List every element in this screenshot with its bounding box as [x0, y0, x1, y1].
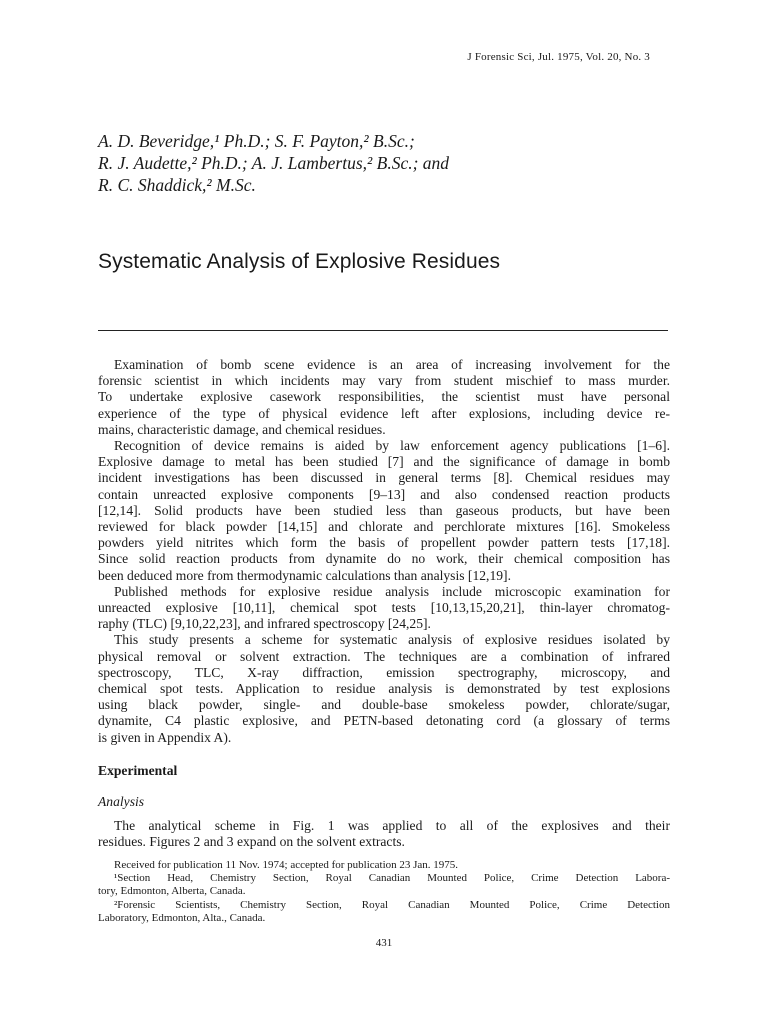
text-line: reviewed for black powder [14,15] and chlorate and perchlorate mixtures [16]. Smokeless: [98, 519, 670, 535]
author-line: A. D. Beveridge,¹ Ph.D.; S. F. Payton,² B.Sc.;: [98, 131, 415, 151]
introduction-text: [98, 357, 670, 746]
text-line: experience of the type of physical evidence left after explosions, including device re-: [98, 405, 670, 421]
footnote-line: ²Forensic Scientists, Chemistry Section, Royal Canadian Mounted Police, Crime Detection: [114, 898, 670, 911]
analysis-paragraph: [98, 818, 670, 850]
text-line: The analytical scheme in Fig. 1 was applied to all of the explosives and their: [114, 818, 670, 833]
text-line: been deduced more from thermodynamic calculations than analysis [12,19].: [98, 567, 511, 583]
page-number: 431: [375, 937, 393, 949]
text-line: powders yield nitrites which form the basis of propellent powder pattern tests [17,18].: [98, 535, 670, 551]
article-title: Systematic Analysis of Explosive Residues: [98, 250, 501, 273]
text-line: is given in Appendix A).: [98, 729, 232, 745]
section-heading: Experimental: [98, 763, 178, 778]
text-line: physical removal or solvent extraction. The techniques are a combination of infrared: [98, 648, 670, 664]
footnote-line: Received for publication 11 Nov. 1974; accepted for publication 23 Jan. 1975.: [114, 859, 459, 871]
text-line: incident investigations has been discussed in general terms [8]. Chemical residues may: [98, 470, 670, 486]
title-divider: [98, 330, 668, 331]
text-line: Examination of bomb scene evidence is an area of increasing involvement for the: [114, 357, 670, 372]
footnote-line: Laboratory, Edmonton, Alta., Canada.: [98, 911, 266, 924]
text-line: Since solid reaction products from dynamite do no work, their chemical composition has: [98, 551, 670, 567]
author-list: [98, 130, 658, 196]
author-line: R. C. Shaddick,² M.Sc.: [98, 175, 256, 195]
text-line: spectroscopy, TLC, X-ray diffraction, emission spectrography, microscopy, and: [98, 664, 670, 680]
text-line: forensic scientist in which incidents may vary from student mischief to mass murder.: [98, 373, 670, 389]
text-line: This study presents a scheme for systematic analysis of explosive residues isolated by: [114, 632, 670, 648]
journal-citation-header: J Forensic Sci, Jul. 1975, Vol. 20, No. 3: [467, 51, 650, 63]
footnote-line: tory, Edmonton, Alberta, Canada.: [98, 885, 246, 898]
text-line: To undertake explosive casework responsibilities, the scientist must have personal: [98, 389, 670, 405]
text-line: dynamite, C4 plastic explosive, and PETN-based detonating cord (a glossary of terms: [98, 713, 670, 729]
text-line: contain unreacted explosive components [9–13] and also condensed reaction products: [98, 486, 670, 502]
text-line: [12,14]. Solid products have been studied less than gaseous products, but have been: [98, 502, 670, 518]
text-line: Published methods for explosive residue analysis include microscopic examination for: [114, 583, 670, 599]
subsection-heading: Analysis: [98, 794, 145, 809]
text-line: using black powder, single- and double-base smokeless powder, chlorate/sugar,: [98, 697, 670, 713]
text-line: Explosive damage to metal has been studied [7] and the significance of damage in bomb: [98, 454, 670, 470]
author-line: R. J. Audette,² Ph.D.; A. J. Lambertus,² B.Sc.; and: [98, 153, 450, 173]
text-line: residues. Figures 2 and 3 expand on the solvent extracts.: [98, 834, 405, 850]
text-line: raphy (TLC) [9,10,22,23], and infrared spectroscopy [24,25].: [98, 616, 431, 632]
text-line: mains, characteristic damage, and chemical residues.: [98, 421, 386, 437]
text-line: unreacted explosive [10,11], chemical spot tests [10,13,15,20,21], thin-layer chromatog-: [98, 600, 670, 616]
footnote-line: ¹Section Head, Chemistry Section, Royal Canadian Mounted Police, Crime Detection Labora-: [114, 872, 670, 885]
text-line: chemical spot tests. Application to residue analysis is demonstrated by test explosions: [98, 681, 670, 697]
footnotes: [98, 859, 670, 925]
text-line: Recognition of device remains is aided by law enforcement agency publications [1–6].: [114, 438, 670, 454]
